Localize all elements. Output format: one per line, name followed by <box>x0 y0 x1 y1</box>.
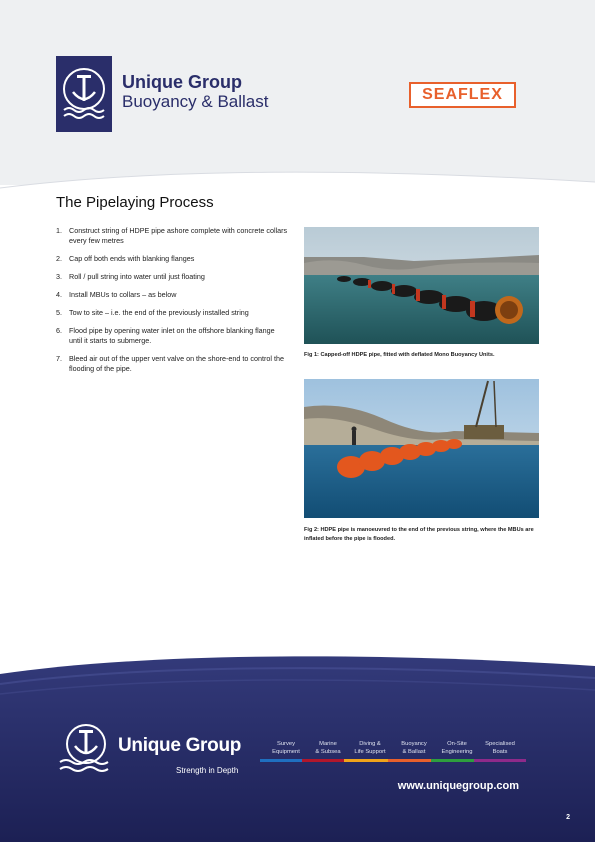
step-number: 1. <box>56 226 62 235</box>
footer-tagline: Strength in Depth <box>176 766 239 775</box>
division-label: & Ballast <box>402 748 426 755</box>
division-boats <box>474 741 526 762</box>
brand-division: Buoyancy & Ballast <box>122 92 269 111</box>
division-label: On-Site <box>447 741 467 747</box>
step-number: 4. <box>56 290 62 299</box>
division-label: & Subsea <box>315 748 341 755</box>
step-number: 2. <box>56 254 62 263</box>
brand-name <box>122 72 268 112</box>
step-text: Install MBUs to collars – as below <box>69 290 177 299</box>
figure-1-caption: Fig 1: Capped-off HDPE pipe, fitted with deflated Mono Buoyancy Units. <box>304 352 495 358</box>
step-text: Construct string of HDPE pipe ashore complete with concrete collars every few metres <box>69 226 288 245</box>
page-title: The Pipelaying Process <box>56 194 214 211</box>
division-label: Specialised <box>485 741 515 747</box>
division-color-bar <box>474 759 526 762</box>
figure-1-photo <box>304 227 539 344</box>
step-number: 5. <box>56 308 62 317</box>
step-number: 6. <box>56 326 62 335</box>
division-label: Engineering <box>441 748 473 755</box>
list-item <box>56 290 288 300</box>
unique-group-logo <box>56 56 112 132</box>
step-text: Flood pipe by opening water inlet on the offshore blanking flange until it starts to submerge. <box>69 326 275 345</box>
step-text: Tow to site – i.e. the end of the previously installed string <box>69 308 249 317</box>
list-item <box>56 326 288 346</box>
step-text: Cap off both ends with blanking flanges <box>69 254 195 263</box>
seaflex-logo: SEAFLEX <box>409 82 516 108</box>
list-item <box>56 354 288 374</box>
division-label: Boats <box>492 748 508 755</box>
anchor-emblem-icon <box>56 718 116 778</box>
list-item <box>56 226 288 246</box>
brand-title: Unique Group <box>122 72 242 92</box>
website-link[interactable]: www.uniquegroup.com <box>397 780 519 792</box>
division-label: Life Support <box>354 748 386 755</box>
step-text: Roll / pull string into water until just floating <box>69 272 205 281</box>
division-label: Diving & <box>359 741 381 747</box>
footer-brand-name: Unique Group <box>118 735 242 756</box>
step-number: 3. <box>56 272 62 281</box>
list-item <box>56 308 288 318</box>
anchor-emblem-icon <box>56 56 112 132</box>
process-steps-list <box>56 226 288 382</box>
figure-2-photo <box>304 379 539 518</box>
step-text: Bleed air out of the upper vent valve on the shore-end to control the flooding of the pipe. <box>69 354 284 373</box>
division-label: Buoyancy <box>401 741 427 747</box>
page-number: 2 <box>566 814 570 821</box>
step-number: 7. <box>56 354 62 363</box>
division-label: Survey <box>276 741 296 747</box>
figure-2-caption: Fig 2: HDPE pipe is manoeuvred to the end of the previous string, where the MBUs are inflated before the pipe is flooded. <box>304 527 534 542</box>
list-item <box>56 272 288 282</box>
division-label: Marine <box>319 741 337 747</box>
division-label: Equipment <box>272 748 300 755</box>
list-item <box>56 254 288 264</box>
footer-logo <box>56 718 116 783</box>
